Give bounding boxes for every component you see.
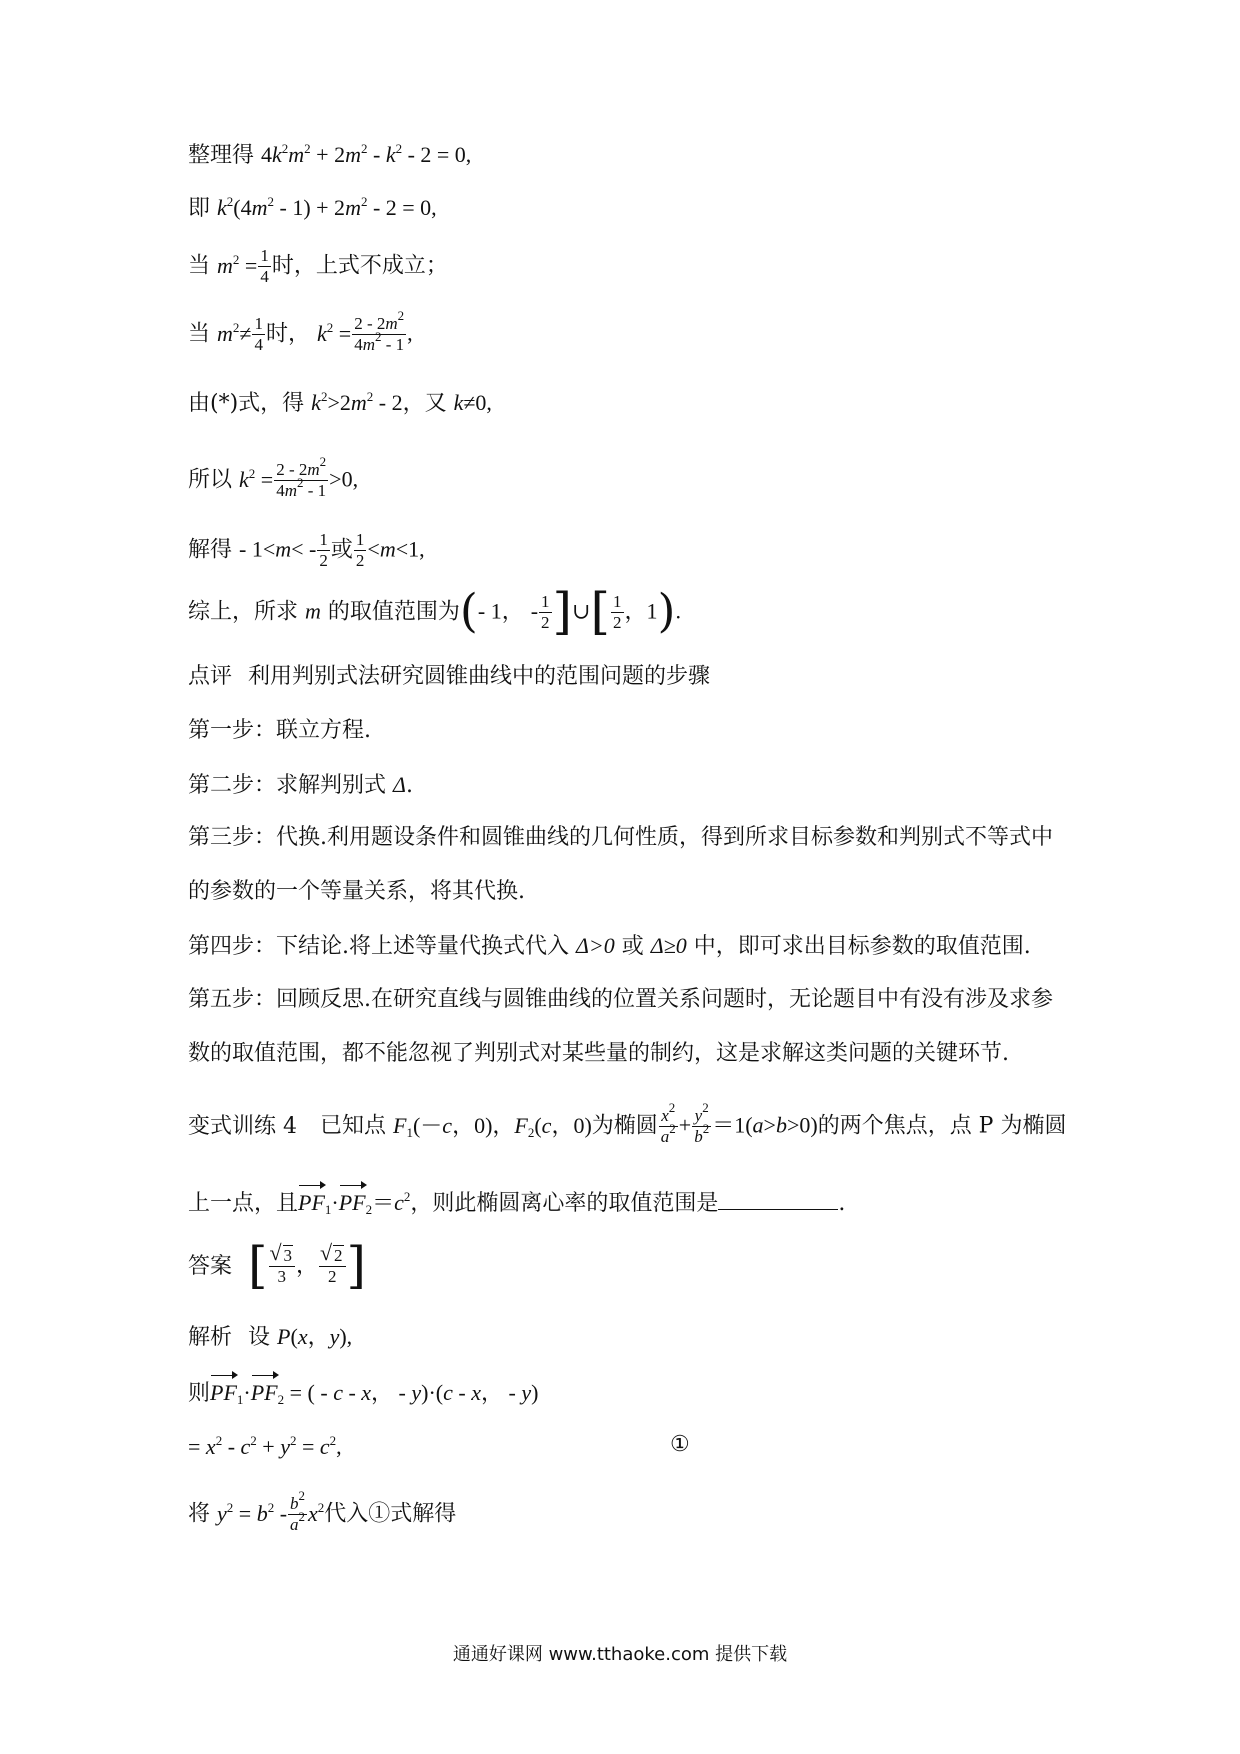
line-8: 综上，所求 m 的取值范围为(- 1， - $\frac{1}{2}$ ]∪[ $\frac{1}{2}$ ，1). <box>188 582 681 641</box>
line-5: 由(*)式，得 $k^2>2m^2 - 2$，又 k≠0, <box>188 389 492 416</box>
equation-marker: ① <box>670 1432 690 1457</box>
page-footer: 通通好课网 www.tthaoke.com 提供下载 <box>452 1644 788 1665</box>
analysis: 解析 设 P(x，y), <box>188 1324 353 1350</box>
line-1: 整理得 $4k^2m^2 + 2m^2 - k^2 - 2 = 0$, <box>188 141 472 168</box>
step-5: 第五步：回顾反思.在研究直线与圆锥曲线的位置关系问题时，无论题目中有没有涉及求参 <box>188 987 1053 1012</box>
line-22: = $x^2 - c^2 + y^2 = c^2$, <box>188 1433 342 1459</box>
step-3-cont: 的参数的一个等量关系，将其代换. <box>188 879 525 904</box>
answer-blank <box>718 1189 838 1210</box>
line-21: 则$PF_1\cdot PF_2$ = ( - c - x， - y)·(c - x， - y) <box>188 1380 539 1407</box>
line-7: 解得 - 1<m< - $\frac{1}{2}$ 或 $\frac{1}{2}$ <m<1, <box>188 530 425 570</box>
fraction: $\frac{1}{4}$ <box>254 314 263 354</box>
line-23: 将 $y^2 = b^2$ - $\frac{b^2}{a^2}$ $x^2$代入①式解得 <box>188 1488 457 1534</box>
step-3: 第三步：代换.利用题设条件和圆锥曲线的几何性质，得到所求目标参数和判别式不等式中 <box>188 825 1053 850</box>
fraction: $\frac{2 - 2m^2}{4m^2 - 1}$ <box>354 308 405 354</box>
fraction: $\frac{2 - 2m^2}{4m^2 - 1}$ <box>276 454 327 500</box>
line-3: 当 $m^2$ = $\frac{1}{4}$ 时，上式不成立； <box>188 246 448 286</box>
fraction: $\frac{1}{4}$ <box>260 246 269 286</box>
line-4: 当 $m^2\ne$ $\frac{1}{4}$ 时， $k^2$ = $\frac{2 - 2m^2}{4m^2 - 1}$ , <box>188 308 413 354</box>
comment-heading: 点评 利用判别式法研究圆锥曲线中的范围问题的步骤 <box>188 664 711 689</box>
step-1: 第一步：联立方程. <box>188 718 371 743</box>
answer: 答案 [ √ $\frac{3}{3}$ ， √ $\frac{2}{2}$ ] <box>188 1246 366 1287</box>
line-6: 所以 $k^2$ = $\frac{2 - 2m^2}{4m^2 - 1}$ >0, <box>188 454 359 500</box>
step-4: 第四步：下结论.将上述等量代换式代入 Δ>0 或 Δ≥0 中，即可求出目标参数的取值范围. <box>188 933 1031 959</box>
line-2: 即 $k^2(4m^2 - 1) + 2m^2 - 2 = 0$, <box>188 194 437 221</box>
exercise-4: 变式训练 4 已知点 $F_1(-c$，0)，$F_2(c$，0)为椭圆 $\frac{x^2}{a^2}$ + $\frac{y^2}{b^2}$ ＝1(a>b>0)的两个焦点，点 P 为椭圆 <box>188 1100 1067 1146</box>
step-5-cont: 数的取值范围，都不能忽视了判别式对某些量的制约，这是求解这类问题的关键环节. <box>188 1041 1009 1066</box>
step-2: 第二步：求解判别式 Δ. <box>188 772 413 798</box>
exercise-4-cont: 上一点，且$PF_1\cdot PF_2=c^2$，则此椭圆离心率的取值范围是 . <box>188 1189 846 1217</box>
